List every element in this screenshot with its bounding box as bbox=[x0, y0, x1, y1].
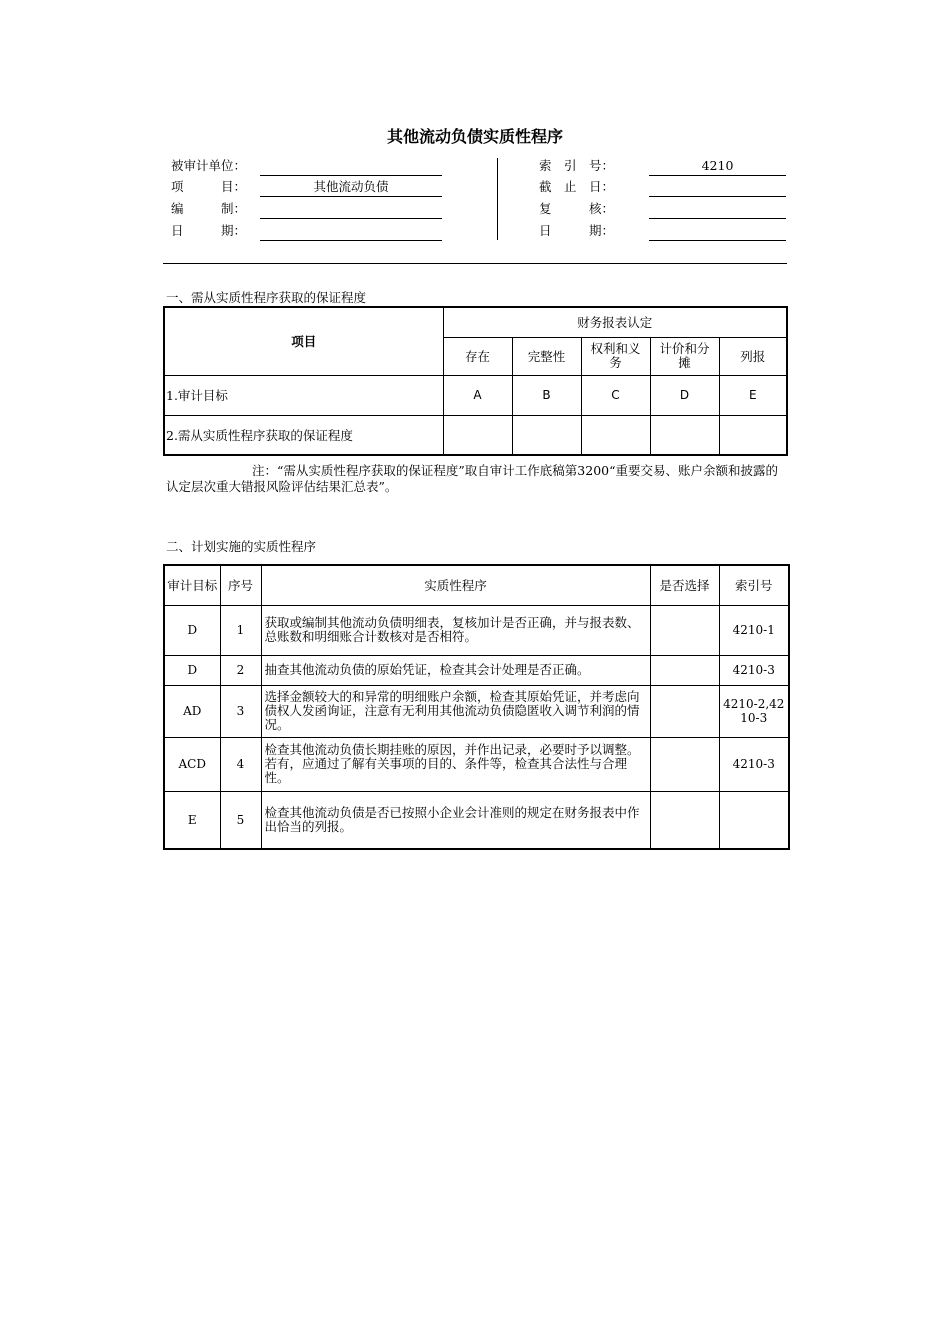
table-row bbox=[164, 737, 789, 791]
row-selected[interactable] bbox=[650, 605, 719, 655]
item-header: 项目 bbox=[164, 307, 443, 375]
header-divider bbox=[497, 158, 498, 240]
header-index: 索引号 bbox=[719, 565, 789, 605]
table-row bbox=[164, 655, 789, 685]
assertion-header: 财务报表认定 bbox=[443, 307, 787, 337]
cutoff-label: 截 止 日： bbox=[539, 179, 615, 194]
row-selected[interactable] bbox=[650, 737, 719, 791]
row-procedure: 获取或编制其他流动负债明细表，复核加计是否正确，并与报表数、总账数和明细账合计数核对是否相符。 bbox=[261, 605, 650, 655]
row-no: 5 bbox=[220, 791, 261, 849]
review-label: 复 核： bbox=[539, 201, 615, 216]
row-no: 4 bbox=[220, 737, 261, 791]
row-objective: D bbox=[164, 655, 220, 685]
assurance-table bbox=[163, 306, 788, 456]
row-no: 1 bbox=[220, 605, 261, 655]
procedures-table bbox=[163, 564, 790, 850]
row-no: 3 bbox=[220, 685, 261, 737]
col-presentation: 列报 bbox=[719, 337, 787, 375]
row-procedure: 抽查其他流动负债的原始凭证，检查其会计处理是否正确。 bbox=[261, 655, 650, 685]
objective-d: D bbox=[650, 375, 719, 415]
col-rights: 权利和义务 bbox=[581, 337, 650, 375]
row-assurance-label: 2.需从实质性程序获取的保证程度 bbox=[164, 415, 443, 455]
date-field[interactable] bbox=[260, 222, 442, 241]
index-field[interactable]: 4210 bbox=[649, 157, 786, 176]
row-index: 4210-3 bbox=[719, 655, 789, 685]
item-label: 项 目： bbox=[171, 179, 247, 194]
note-text: 注：“需从实质性程序获取的保证程度”取自审计工作底稿第3200“重要交易、账户余额和披露的认定层次重大错报风险评估结果汇总表”。 bbox=[166, 463, 778, 494]
header-procedure: 实质性程序 bbox=[261, 565, 650, 605]
page-title: 其他流动负债实质性程序 bbox=[386, 127, 563, 146]
header-objective: 审计目标 bbox=[164, 565, 220, 605]
row-procedure: 检查其他流动负债是否已按照小企业会计准则的规定在财务报表中作出恰当的列报。 bbox=[261, 791, 650, 849]
audited-unit-label: 被审计单位： bbox=[171, 158, 247, 173]
date-label: 日 期： bbox=[171, 223, 247, 238]
item-field[interactable]: 其他流动负债 bbox=[260, 178, 442, 197]
row-selected[interactable] bbox=[650, 685, 719, 737]
row-objective: E bbox=[164, 791, 220, 849]
row-selected[interactable] bbox=[650, 791, 719, 849]
table-row bbox=[164, 605, 789, 655]
col-existence: 存在 bbox=[443, 337, 512, 375]
row-objective: ACD bbox=[164, 737, 220, 791]
row-no: 2 bbox=[220, 655, 261, 685]
index-label: 索 引 号： bbox=[539, 158, 615, 173]
row-procedure: 检查其他流动负债长期挂账的原因，并作出记录，必要时予以调整。若有，应通过了解有关事项的目的、条件等，检查其合法性与合理性。 bbox=[261, 737, 650, 791]
review-field[interactable] bbox=[649, 200, 786, 219]
header-selected: 是否选择 bbox=[650, 565, 719, 605]
row-index: 4210-3 bbox=[719, 737, 789, 791]
header-no: 序号 bbox=[220, 565, 261, 605]
row-audit-objective-label: 1.审计目标 bbox=[164, 375, 443, 415]
assurance-cell[interactable] bbox=[719, 415, 787, 455]
section2-title: 二、计划实施的实质性程序 bbox=[166, 539, 317, 554]
objective-c: C bbox=[581, 375, 650, 415]
col-completeness: 完整性 bbox=[512, 337, 581, 375]
assurance-cell[interactable] bbox=[581, 415, 650, 455]
audited-unit-field[interactable] bbox=[260, 157, 442, 176]
header-rule bbox=[163, 263, 787, 264]
row-index: 4210-2,4210-3 bbox=[719, 685, 789, 737]
assurance-cell[interactable] bbox=[512, 415, 581, 455]
objective-e: E bbox=[719, 375, 787, 415]
row-selected[interactable] bbox=[650, 655, 719, 685]
row-procedure: 选择金额较大的和异常的明细账户余额，检查其原始凭证，并考虑向债权人发函询证，注意有无利用其他流动负债隐匿收入调节利润的情况。 bbox=[261, 685, 650, 737]
row-objective: AD bbox=[164, 685, 220, 737]
col-valuation: 计价和分摊 bbox=[650, 337, 719, 375]
row-index bbox=[719, 791, 789, 849]
date2-field[interactable] bbox=[649, 222, 786, 241]
assurance-cell[interactable] bbox=[443, 415, 512, 455]
objective-a: A bbox=[443, 375, 512, 415]
date2-label: 日 期： bbox=[539, 223, 615, 238]
objective-b: B bbox=[512, 375, 581, 415]
assurance-cell[interactable] bbox=[650, 415, 719, 455]
section1-title: 一、需从实质性程序获取的保证程度 bbox=[166, 290, 367, 305]
table-row bbox=[164, 791, 789, 849]
table-row bbox=[164, 685, 789, 737]
cutoff-field[interactable] bbox=[649, 178, 786, 197]
prepared-label: 编 制： bbox=[171, 201, 247, 216]
row-index: 4210-1 bbox=[719, 605, 789, 655]
row-objective: D bbox=[164, 605, 220, 655]
prepared-field[interactable] bbox=[260, 200, 442, 219]
